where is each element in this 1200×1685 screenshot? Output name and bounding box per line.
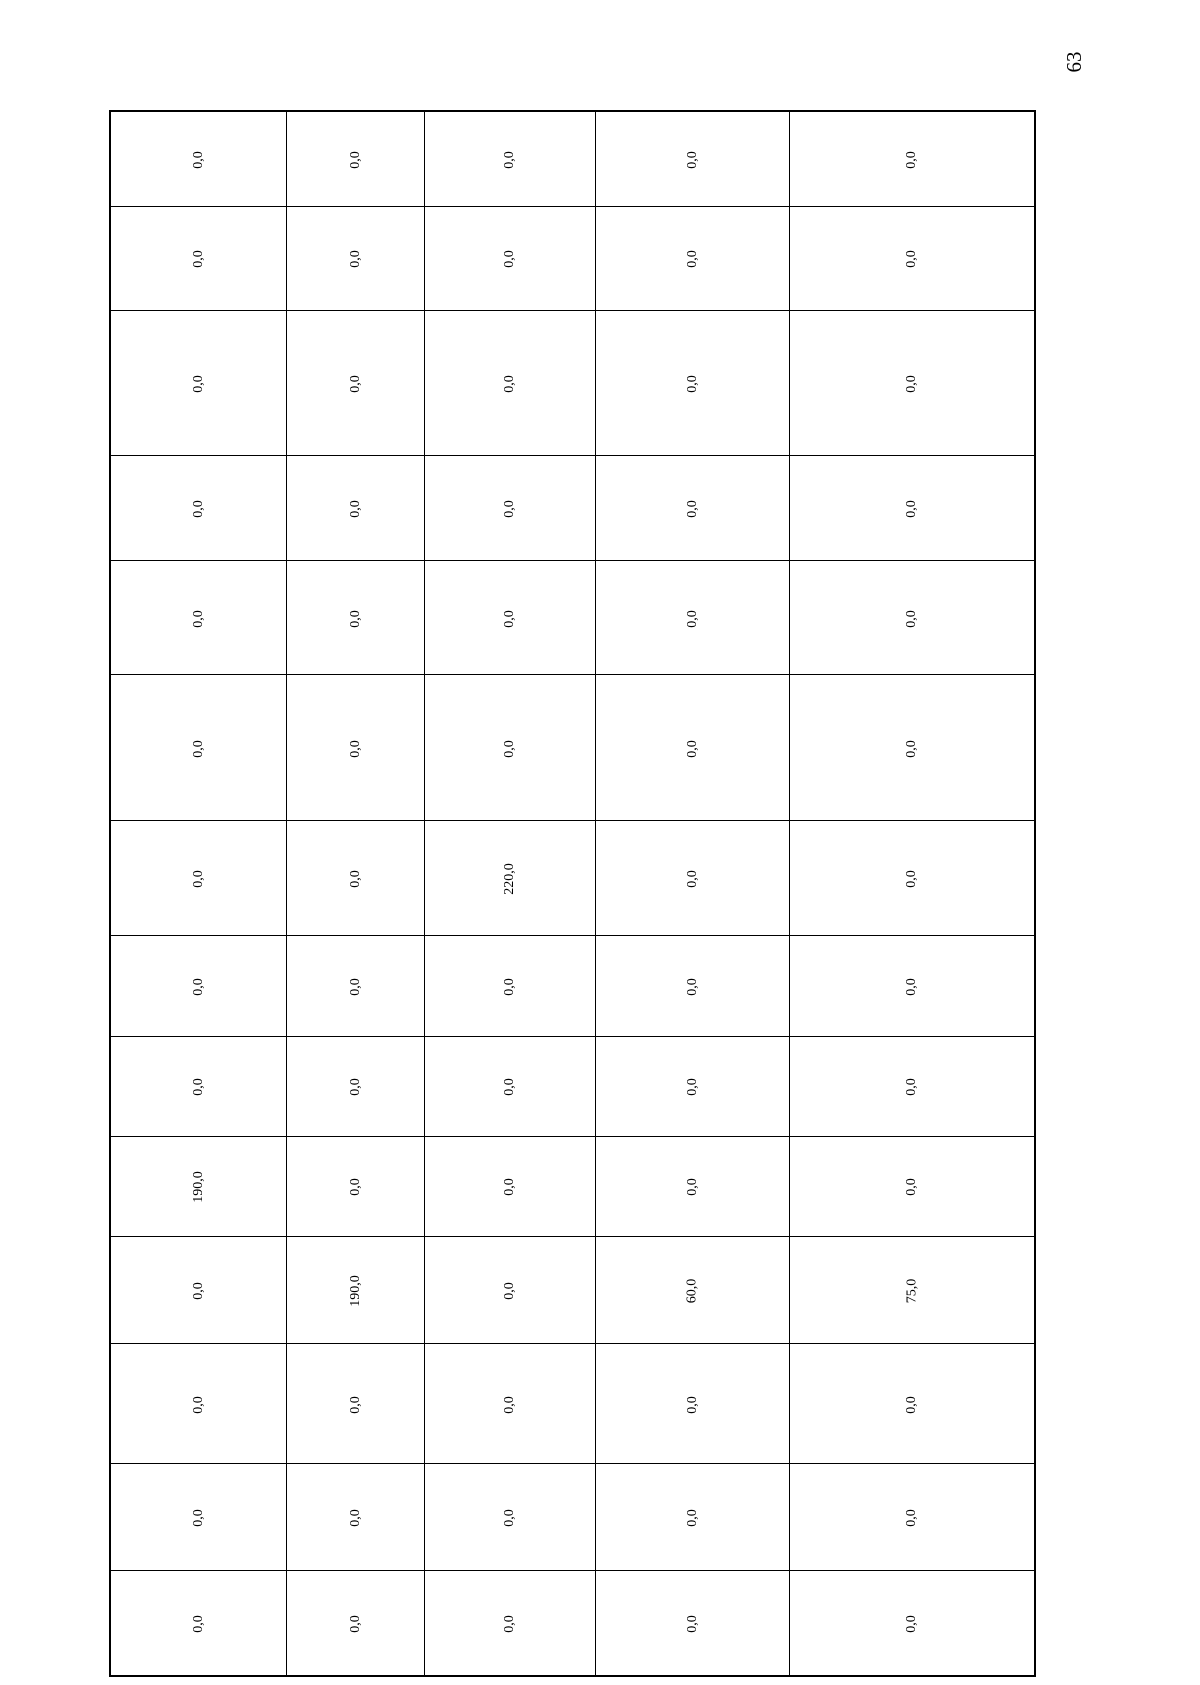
table-cell: [425, 820, 596, 935]
table-cell: [425, 1136, 596, 1236]
table-cell: [286, 675, 425, 820]
cell-value: 0,0: [904, 1395, 920, 1414]
cell-value: 0,0: [684, 1078, 700, 1097]
table-cell: [286, 207, 425, 310]
table-cell: [596, 1037, 790, 1137]
table-row: [111, 561, 1035, 675]
cell-value: 0,0: [904, 250, 920, 269]
table-row: [111, 1136, 1035, 1236]
cell-value: 0,0: [347, 1509, 363, 1527]
cell-value: 0,0: [347, 1078, 363, 1097]
cell-value: 0,0: [904, 739, 920, 758]
cell-value: 0,0: [347, 610, 363, 628]
data-table: [110, 111, 1035, 1676]
table-cell: [286, 1236, 425, 1344]
cell-value: 0,0: [684, 610, 700, 628]
table-cell: [596, 455, 790, 560]
cell-value: 0,0: [190, 1078, 206, 1097]
table-cell: [111, 310, 287, 455]
cell-value: 0,0: [904, 1178, 920, 1197]
cell-value: 0,0: [347, 739, 363, 758]
cell-value: 190,0: [347, 1275, 363, 1307]
table-cell: [596, 561, 790, 675]
table-cell: [790, 310, 1035, 455]
table-cell: [286, 1344, 425, 1464]
table-cell: [596, 1236, 790, 1344]
table-cell: [111, 1037, 287, 1137]
cell-value: 0,0: [347, 870, 363, 888]
table-row: [111, 310, 1035, 455]
table-row: [111, 1037, 1035, 1137]
table-cell: [425, 112, 596, 207]
table-row: [111, 675, 1035, 820]
cell-value: 0,0: [190, 374, 206, 393]
table-cell: [425, 310, 596, 455]
table-cell: [111, 561, 287, 675]
cell-value: 0,0: [904, 500, 920, 518]
cell-value: 0,0: [684, 739, 700, 758]
cell-value: 0,0: [190, 1395, 206, 1414]
cell-value: 0,0: [684, 151, 700, 169]
cell-value: 0,0: [502, 374, 518, 393]
cell-value: 0,0: [684, 1615, 700, 1633]
cell-value: 0,0: [904, 151, 920, 169]
cell-value: 0,0: [347, 1395, 363, 1414]
cell-value: 0,0: [904, 1615, 920, 1633]
table-cell: [425, 675, 596, 820]
table-cell: [790, 1037, 1035, 1137]
cell-value: 0,0: [684, 1509, 700, 1527]
table-cell: [111, 455, 287, 560]
table-cell: [790, 1344, 1035, 1464]
table-cell: [596, 1464, 790, 1570]
table-cell: [286, 1464, 425, 1570]
table-cell: [790, 1464, 1035, 1570]
table-cell: [111, 207, 287, 310]
cell-value: 0,0: [684, 250, 700, 269]
table-cell: [596, 112, 790, 207]
table-cell: [286, 310, 425, 455]
table-row: [111, 1236, 1035, 1344]
cell-value: 0,0: [502, 1395, 518, 1414]
cell-value: 0,0: [190, 870, 206, 888]
table-cell: [425, 561, 596, 675]
table-cell: [596, 1136, 790, 1236]
table-cell: [286, 112, 425, 207]
cell-value: 0,0: [684, 374, 700, 393]
table-cell: [790, 1136, 1035, 1236]
cell-value: 0,0: [904, 978, 920, 996]
table-row: [111, 1464, 1035, 1570]
cell-value: 75,0: [904, 1278, 920, 1304]
cell-value: 0,0: [684, 870, 700, 888]
cell-value: 0,0: [502, 1078, 518, 1097]
table-cell: [596, 936, 790, 1037]
table-cell: [596, 207, 790, 310]
cell-value: 0,0: [190, 1509, 206, 1527]
cell-value: 0,0: [347, 250, 363, 269]
cell-value: 0,0: [347, 1178, 363, 1197]
cell-value: 0,0: [347, 978, 363, 996]
table-cell: [286, 1136, 425, 1236]
table-cell: [111, 1464, 287, 1570]
cell-value: 0,0: [502, 1178, 518, 1197]
cell-value: 0,0: [684, 500, 700, 518]
cell-value: 0,0: [684, 1395, 700, 1414]
table-cell: [111, 675, 287, 820]
table-row: [111, 455, 1035, 560]
cell-value: 0,0: [502, 1282, 518, 1300]
cell-value: 0,0: [347, 374, 363, 393]
cell-value: 0,0: [684, 978, 700, 996]
cell-value: 0,0: [502, 500, 518, 518]
table-row: [111, 207, 1035, 310]
table-cell: [790, 561, 1035, 675]
table-cell: [596, 820, 790, 935]
table-row: [111, 936, 1035, 1037]
table-cell: [286, 1570, 425, 1675]
cell-value: 0,0: [347, 151, 363, 169]
cell-value: 0,0: [190, 978, 206, 996]
cell-value: 0,0: [904, 610, 920, 628]
table-cell: [790, 455, 1035, 560]
table-cell: [425, 1236, 596, 1344]
table-cell: [790, 207, 1035, 310]
table-cell: [425, 207, 596, 310]
table-cell: [111, 1570, 287, 1675]
table-cell: [790, 1570, 1035, 1675]
cell-value: 0,0: [347, 500, 363, 518]
table-cell: [790, 675, 1035, 820]
table-cell: [425, 1037, 596, 1137]
cell-value: 0,0: [190, 500, 206, 518]
table-cell: [286, 455, 425, 560]
cell-value: 0,0: [502, 610, 518, 628]
cell-value: 0,0: [904, 1509, 920, 1527]
table-cell: [111, 1136, 287, 1236]
table-cell: [425, 936, 596, 1037]
table-cell: [111, 112, 287, 207]
table-row: [111, 1570, 1035, 1675]
cell-value: 0,0: [502, 978, 518, 996]
cell-value: 60,0: [684, 1278, 700, 1304]
table-cell: [286, 561, 425, 675]
table-body: [111, 112, 1035, 1676]
cell-value: 0,0: [190, 739, 206, 758]
cell-value: 0,0: [904, 374, 920, 393]
cell-value: 0,0: [904, 1078, 920, 1097]
cell-value: 0,0: [502, 1615, 518, 1633]
table-cell: [596, 310, 790, 455]
table-row: [111, 112, 1035, 207]
table-row: [111, 820, 1035, 935]
cell-value: 220,0: [502, 863, 518, 895]
table-cell: [425, 1570, 596, 1675]
cell-value: 0,0: [684, 1178, 700, 1197]
table-cell: [596, 1344, 790, 1464]
cell-value: 0,0: [502, 151, 518, 169]
cell-value: 0,0: [190, 1282, 206, 1300]
cell-value: 0,0: [502, 739, 518, 758]
table-cell: [596, 675, 790, 820]
table-cell: [790, 1236, 1035, 1344]
cell-value: 0,0: [190, 1615, 206, 1633]
table-cell: [425, 455, 596, 560]
table-cell: [111, 936, 287, 1037]
page-number: 63: [1062, 51, 1086, 73]
cell-value: 0,0: [502, 1509, 518, 1527]
cell-value: 0,0: [190, 151, 206, 169]
table-cell: [425, 1464, 596, 1570]
cell-value: 0,0: [190, 250, 206, 269]
cell-value: 0,0: [347, 1615, 363, 1633]
table-cell: [790, 936, 1035, 1037]
table-cell: [286, 1037, 425, 1137]
table-cell: [790, 820, 1035, 935]
cell-value: 190,0: [190, 1171, 206, 1204]
table-cell: [111, 1236, 287, 1344]
table-cell: [111, 820, 287, 935]
table-row: [111, 1344, 1035, 1464]
table-cell: [286, 936, 425, 1037]
cell-value: 0,0: [502, 250, 518, 269]
table-cell: [111, 1344, 287, 1464]
table-cell: [596, 1570, 790, 1675]
data-table-container: [109, 110, 1036, 1677]
table-cell: [286, 820, 425, 935]
cell-value: 0,0: [190, 610, 206, 628]
cell-value: 0,0: [904, 870, 920, 888]
table-cell: [790, 112, 1035, 207]
table-cell: [425, 1344, 596, 1464]
